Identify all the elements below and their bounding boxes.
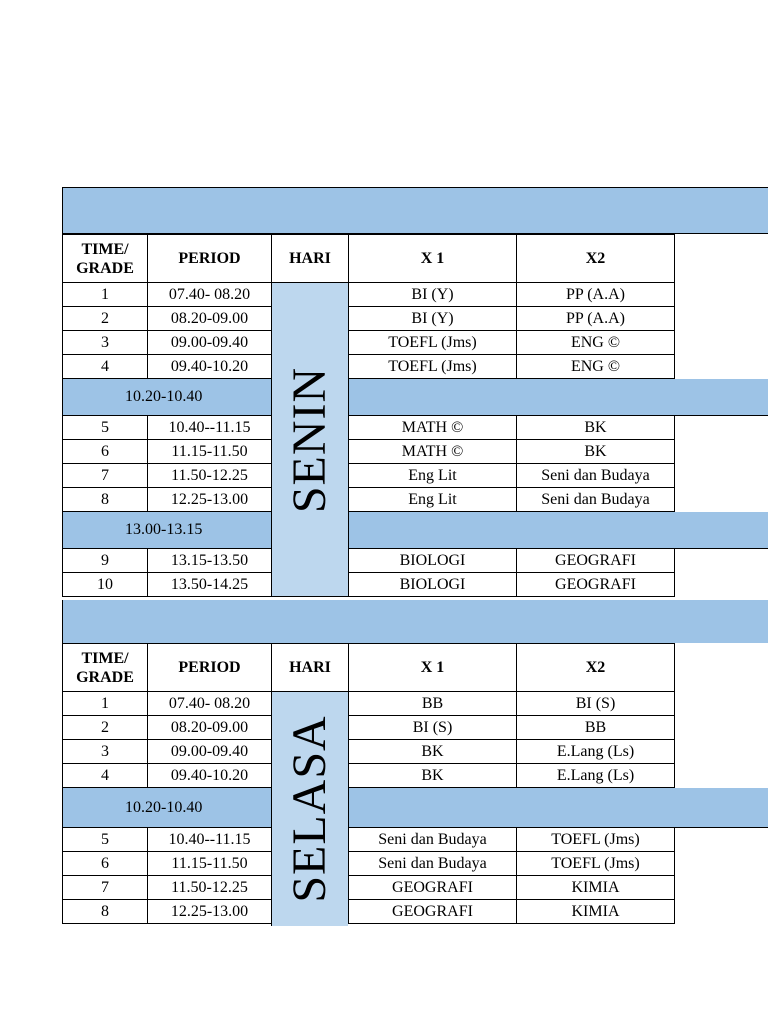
row-period: 13.15-13.50 [147,549,271,573]
title-band [62,187,768,234]
row-x2: BK [516,416,675,440]
row-period: 09.00-09.40 [147,331,271,355]
row-x2: ENG © [516,355,675,379]
row-period: 09.40-10.20 [147,764,271,788]
break-band [348,379,768,416]
row-number: 4 [62,764,147,788]
day-name: SENIN [283,366,336,513]
row-number: 1 [62,283,147,307]
row-x1: Eng Lit [348,464,516,488]
header-x2: X2 [516,234,675,283]
row-number: 5 [62,416,147,440]
header-x1: X 1 [348,234,516,283]
row-x2: Seni dan Budaya [516,464,675,488]
row-x1: BK [348,764,516,788]
row-number: 4 [62,355,147,379]
row-period: 08.20-09.00 [147,307,271,331]
day-name: SELASA [283,715,336,903]
break-band [348,512,768,549]
break-time: 13.00-13.15 [62,512,271,549]
row-x2: BK [516,440,675,464]
row-x2: PP (A.A) [516,307,675,331]
row-period: 11.15-11.50 [147,852,271,876]
row-number: 6 [62,440,147,464]
row-number: 10 [62,573,147,597]
row-number: 3 [62,740,147,764]
row-x2: Seni dan Budaya [516,488,675,512]
row-period: 09.00-09.40 [147,740,271,764]
break-band [348,788,768,828]
row-x2: BI (S) [516,692,675,716]
row-number: 7 [62,876,147,900]
row-x2: KIMIA [516,876,675,900]
break-time: 10.20-10.40 [62,379,271,416]
header-time-grade: TIME/ GRADE [62,643,147,692]
row-number: 6 [62,852,147,876]
break-time: 10.20-10.40 [62,788,271,828]
row-x2: ENG © [516,331,675,355]
row-period: 09.40-10.20 [147,355,271,379]
header-period: PERIOD [147,234,271,283]
row-number: 8 [62,900,147,924]
row-x1: Eng Lit [348,488,516,512]
row-x2: GEOGRAFI [516,549,675,573]
row-number: 1 [62,692,147,716]
row-x1: TOEFL (Jms) [348,355,516,379]
header-x2: X2 [516,643,675,692]
row-x1: GEOGRAFI [348,900,516,924]
row-period: 12.25-13.00 [147,900,271,924]
separator-band [62,600,768,643]
row-number: 7 [62,464,147,488]
row-number: 3 [62,331,147,355]
row-x1: MATH © [348,416,516,440]
row-number: 9 [62,549,147,573]
row-x1: MATH © [348,440,516,464]
row-period: 07.40- 08.20 [147,692,271,716]
row-period: 10.40--11.15 [147,828,271,852]
row-number: 8 [62,488,147,512]
row-x1: Seni dan Budaya [348,828,516,852]
row-x1: BIOLOGI [348,573,516,597]
header-period: PERIOD [147,643,271,692]
header-time-grade: TIME/ GRADE [62,234,147,283]
row-period: 11.50-12.25 [147,876,271,900]
row-x2: PP (A.A) [516,283,675,307]
row-number: 5 [62,828,147,852]
header-hari: HARI [271,643,348,692]
row-x1: Seni dan Budaya [348,852,516,876]
row-x1: BIOLOGI [348,549,516,573]
row-x1: TOEFL (Jms) [348,331,516,355]
row-number: 2 [62,307,147,331]
row-x2: TOEFL (Jms) [516,828,675,852]
header-x1: X 1 [348,643,516,692]
row-x2: E.Lang (Ls) [516,764,675,788]
row-period: 11.50-12.25 [147,464,271,488]
day-column [271,692,348,926]
row-x1: BI (Y) [348,283,516,307]
row-period: 10.40--11.15 [147,416,271,440]
row-period: 07.40- 08.20 [147,283,271,307]
row-x1: BI (Y) [348,307,516,331]
row-x2: KIMIA [516,900,675,924]
row-period: 11.15-11.50 [147,440,271,464]
row-x2: E.Lang (Ls) [516,740,675,764]
row-number: 2 [62,716,147,740]
row-x1: BK [348,740,516,764]
row-period: 13.50-14.25 [147,573,271,597]
row-x2: GEOGRAFI [516,573,675,597]
row-x2: TOEFL (Jms) [516,852,675,876]
row-period: 08.20-09.00 [147,716,271,740]
row-x1: BB [348,692,516,716]
row-x1: BI (S) [348,716,516,740]
row-period: 12.25-13.00 [147,488,271,512]
row-x1: GEOGRAFI [348,876,516,900]
header-hari: HARI [271,234,348,283]
row-x2: BB [516,716,675,740]
day-column [271,283,348,597]
